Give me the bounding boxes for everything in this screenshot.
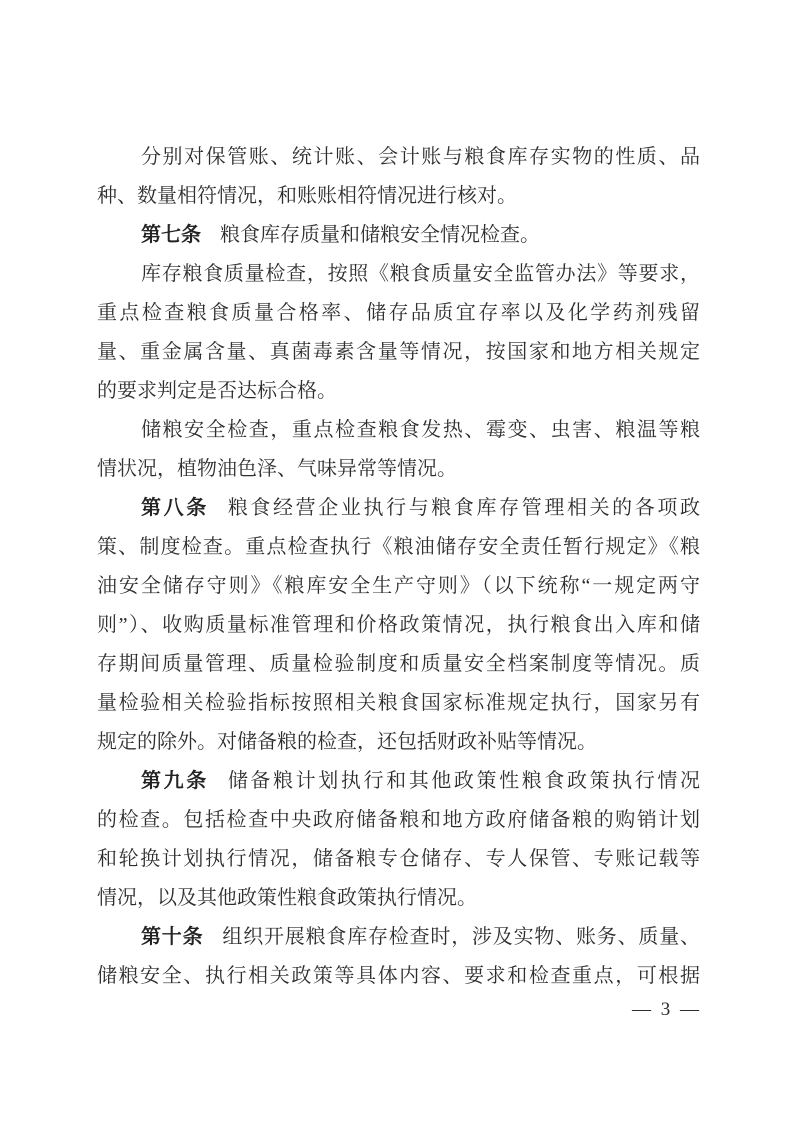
doc-line: 量、重金属含量、真菌毒素含量等情况，按国家和地方相关规定 (97, 341, 700, 363)
article-number: 第八条 (141, 497, 209, 519)
doc-line: 情况，以及其他政策性粮食政策执行情况。 (97, 887, 477, 909)
article-text: 组织开展粮食库存检查时，涉及实物、账务、质量、 (222, 926, 700, 948)
doc-line: 储粮安全检查，重点检查粮食发热、霉变、虫害、粮温等粮 (141, 419, 700, 441)
doc-line (97, 489, 700, 528)
article-text: 储备粮计划执行和其他政策性粮食政策执行情况 (227, 770, 700, 792)
article-number: 第七条 (141, 224, 201, 246)
doc-line (97, 762, 700, 801)
doc-line: 则”）、收购质量标准管理和价格政策情况，执行粮食出入库和储 (97, 614, 700, 636)
doc-line: 种、数量相符情况，和账账相符情况进行核对。 (97, 185, 517, 207)
article-text: 粮食库存质量和储粮安全情况检查。 (220, 224, 540, 246)
page-number: — 3 — (632, 999, 700, 1020)
article-number: 第十条 (141, 926, 204, 948)
doc-line: 和轮换计划执行情况，储备粮专仓储存、专人保管、专账记载等 (97, 848, 700, 870)
doc-line: 的检查。包括检查中央政府储备粮和地方政府储备粮的购销计划 (97, 809, 700, 831)
doc-line: 库存粮食质量检查，按照《粮食质量安全监管办法》等要求， (141, 263, 700, 285)
doc-line: 的要求判定是否达标合格。 (97, 380, 337, 402)
doc-line (97, 216, 700, 255)
doc-line (97, 918, 700, 957)
article-text: 粮食经营企业执行与粮食库存管理相关的各项政 (227, 497, 700, 519)
doc-line: 储粮安全、执行相关政策等具体内容、要求和检查重点，可根据 (97, 965, 700, 987)
doc-line: 油安全储存守则》《粮库安全生产守则》（以下统称“一规定两守 (97, 575, 700, 597)
doc-line: 规定的除外。对储备粮的检查，还包括财政补贴等情况。 (97, 731, 597, 753)
doc-line: 策、制度检查。重点检查执行《粮油储存安全责任暂行规定》《粮 (97, 536, 700, 558)
doc-line: 情状况，植物油色泽、气味异常等情况。 (97, 458, 457, 480)
doc-line: 分别对保管账、统计账、会计账与粮食库存实物的性质、品 (141, 146, 700, 168)
document-body (97, 138, 700, 996)
doc-line: 量检验相关检验指标按照相关粮食国家标准规定执行，国家另有 (97, 692, 700, 714)
doc-line: 存期间质量管理、质量检验制度和质量安全档案制度等情况。质 (97, 653, 700, 675)
article-number: 第九条 (141, 770, 209, 792)
doc-line: 重点检查粮食质量合格率、储存品质宜存率以及化学药剂残留 (97, 302, 700, 324)
